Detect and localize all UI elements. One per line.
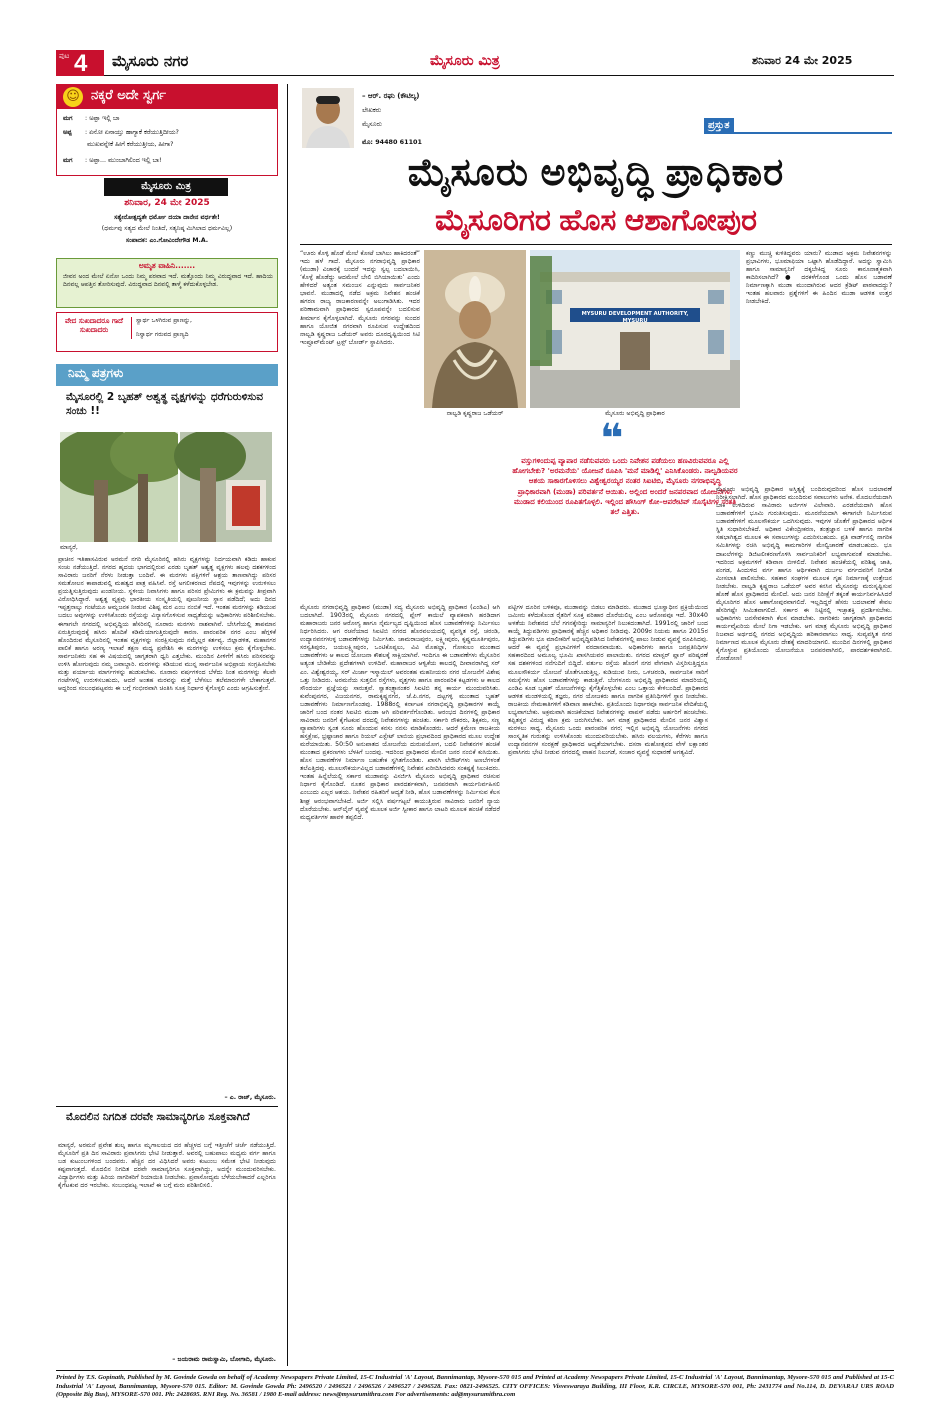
letter2-signature: – ಜಯರಾಮ ರಾಮಸ್ವಾಮಿ, ಬೋಗಾದಿ, ಮೈಸೂರು. bbox=[172, 1356, 276, 1363]
sanskrit-line: ಸತ್ಯೇನೋತ್ಪದ್ಯತೇ ಧರ್ಮೋ ದಯಾ ದಾನೇನ ವರ್ಧತೇ! bbox=[114, 214, 220, 221]
page-number: 4 bbox=[74, 50, 88, 77]
joke-line: ಮುಖವನ್ನೇಕೆ ಹೀಗೆ ಕರೆಯುತ್ತೀಯ, ಹೀಗಾ? bbox=[85, 141, 174, 148]
laughing-face-icon: ☺ bbox=[63, 87, 83, 107]
joke-header bbox=[57, 85, 277, 109]
amrita-box bbox=[56, 258, 278, 308]
paper-name: ಮೈಸೂರು ಮಿತ್ರ bbox=[430, 53, 500, 69]
author-name: – ಆರ್. ರಘು (ಕೌಟಿಲ್ಯ) bbox=[362, 92, 420, 100]
section-title: ಮೈಸೂರು ನಗರ bbox=[112, 52, 189, 70]
joke-title: ನಕ್ಕರೆ ಅದೇ ಸ್ವರ್ಗ bbox=[91, 88, 166, 103]
king-caption: ನಾಲ್ವಡಿ ಕೃಷ್ಣರಾಜ ಒಡೆಯರ್ bbox=[446, 410, 504, 417]
article-column-4-top: ಕಣ್ಣು ಮುಚ್ಚಿ ಕುಳಿತಿದ್ದವರು ಯಾರು? ಮುಡಾದ ಅಕ್ರಮ ನಿವೇಶನಗಳನ್ನು ಪ್ರಭಾವಿಗಳು, ಭೂಮಾಫಿಯಾ ಒಟ್ಟಾಗಿ ಹೊಡೆದಿದ್ದಾರೆ. ಅದನ್ನು ಸ್ವಾಮಿಸಿ ಹಾಗೂ ಸಾಮಾನ್ಯನಿಗೆ ದಕ್ಕಬೇಕಿದ್ದ ಸೂರು ಕಾನೂನಾತ್ಮಕವಾಗಿ ಕಾದಿರಿಸಲಾಗಿದೆ? ● ದರಕಳೆಗೊಂಡ ಒಂದು ಹೊಸ ಬಡಾವಣೆ ನಿರ್ಮಾಣಕ್ಕಾಗಿ ಮುಡಾ ಮುಂದಾಗಿರುವ ಆದರ ಕ್ರೆಡಿಟ್ ಪಾಠವಾದದ್ದು? ಇಂತಹ ಹಲವಾರು ಪ್ರಶ್ನೆಗಳಿಗೆ ಈ ಹಿಂದಿನ ಮುಡಾ ಆಡಳಿತ ಉತ್ತರ ನೀಡಬೇಕಿದೆ. bbox=[746, 250, 892, 306]
king-portrait bbox=[424, 250, 526, 408]
paper-logo: ಮೈಸೂರು ಮಿತ್ರ bbox=[104, 178, 228, 196]
author-city: ಮೈಸೂರು bbox=[362, 120, 382, 128]
editor-line: ಸಂಪಾದಕ: ಎಂ.ಗೋವಿಂದೇಗೌಡ M.A. bbox=[125, 237, 209, 244]
column-divider bbox=[287, 84, 288, 1366]
letter1-body: ಪ್ರಾಚೀನ ಇತಿಹಾಸವಿರುವ ಅರಮನೆ ನಗರಿ ಮೈಸೂರಿನಲ್ಲಿ ಹಸಿರು ವೃಕ್ಷಗಳನ್ನು ನಿರ್ದಯವಾಗಿ ಕಡಿದು ಹಾಕುವ ಸಂಚು ನಡೆಯುತ್ತಿದೆ. ನಗರದ ಹೃದಯ ಭಾಗದಲ್ಲಿರುವ ಎರಡು ಬೃಹತ್ ಅಶ್ವತ್ಥ ವೃಕ್ಷಗಳು ಹಲವು ದಶಕಗಳಿಂದ ಸಾವಿರಾರು ಜನರಿಗೆ ನೆರಳು ನೀಡುತ್ತಾ ಬಂದಿವೆ. ಈ ಮರಗಳು ಪಕ್ಷಿಗಳಿಗೆ ಆಶ್ರಯ ತಾಣವಾಗಿದ್ದು ಪರಿಸರ ಸಮತೋಲನ ಕಾಪಾಡುವಲ್ಲಿ ಮಹತ್ವದ ಪಾತ್ರ ವಹಿಸಿವೆ. ರಸ್ತೆ ಅಗಲೀಕರಣದ ನೆಪದಲ್ಲಿ ಇವುಗಳನ್ನು ಉರುಳಿಸಲು ಪ್ರಯತ್ನಿಸುತ್ತಿರುವುದು ಖಂಡನೀಯ. ಸ್ಥಳೀಯ ನಿವಾಸಿಗಳು ಹಾಗೂ ಪರಿಸರ ಪ್ರೇಮಿಗಳು ಈ ಕ್ರಮವನ್ನು ತೀವ್ರವಾಗಿ ವಿರೋಧಿಸಿದ್ದಾರೆ. ಅಶ್ವತ್ಥ ವೃಕ್ಷವು ಭಾರತೀಯ ಸಂಸ್ಕೃತಿಯಲ್ಲಿ ಪೂಜನೀಯ ಸ್ಥಾನ ಪಡೆದಿದೆ; ಅದು ದಿನದ ಇಪ್ಪತ್ತನಾಲ್ಕು ಗಂಟೆಯೂ ಆಮ್ಲಜನಕ ನೀಡುವ ವಿಶಿಷ್ಟ ಮರ ಎಂಬ ನಂಬಿಕೆ ಇದೆ. ಇಂತಹ ಮರಗಳನ್ನು ಕಡಿಯುವ ಬದಲು ಅವುಗಳನ್ನು ಉಳಿಸಿಕೊಂಡು ರಸ್ತೆಯನ್ನು ವಿನ್ಯಾಸಗೊಳಿಸುವ ಸಾಧ್ಯತೆಯನ್ನು ಅಧಿಕಾರಿಗಳು ಪರಿಶೀಲಿಸಬೇಕು. ಈಗಾಗಲೇ ನಗರದಲ್ಲಿ ಅಭಿವೃದ್ಧಿಯ ಹೆಸರಿನಲ್ಲಿ ನೂರಾರು ಮರಗಳು ನಾಶವಾಗಿವೆ. ಬೇಸಿಗೆಯಲ್ಲಿ ತಾಪಮಾನ ಏರುತ್ತಿರುವುದಕ್ಕೆ ಹಸಿರು ಹೊದಿಕೆ ಕಡಿಮೆಯಾಗುತ್ತಿರುವುದೇ ಕಾರಣ. ಪಾರಂಪರಿಕ ನಗರ ಎಂಬ ಹೆಗ್ಗಳಿಕೆ ಹೊಂದಿರುವ ಮೈಸೂರಿನಲ್ಲಿ ಇಂತಹ ವೃಕ್ಷಗಳನ್ನು ಸಂರಕ್ಷಿಸುವುದು ನಮ್ಮೆಲ್ಲರ ಕರ್ತವ್ಯ. ಜಿಲ್ಲಾಡಳಿತ, ಮಹಾನಗರ ಪಾಲಿಕೆ ಹಾಗೂ ಅರಣ್ಯ ಇಲಾಖೆ ತಕ್ಷಣ ಮಧ್ಯ ಪ್ರವೇಶಿಸಿ ಈ ಮರಗಳನ್ನು ಉಳಿಸಲು ಕ್ರಮ ಕೈಗೊಳ್ಳಬೇಕು. ಸಾರ್ವಜನಿಕರು ಸಹ ಈ ವಿಷಯದಲ್ಲಿ ಜಾಗೃತರಾಗಿ ಧ್ವನಿ ಎತ್ತಬೇಕು. ಮುಂದಿನ ಪೀಳಿಗೆಗೆ ಹಸಿರು ಪರಿಸರವನ್ನು ಉಳಿಸಿ ಹೋಗುವುದು ನಮ್ಮ ಜವಾಬ್ದಾರಿ. ಮರಗಳನ್ನು ಕಡಿಯುವ ಮುನ್ನ ಸಾರ್ವಜನಿಕ ಅಭಿಪ್ರಾಯ ಸಂಗ್ರಹಿಸಬೇಕು ಮತ್ತು ಪರ್ಯಾಯ ಮಾರ್ಗಗಳನ್ನು ಹುಡುಕಬೇಕು. ನೂರಾರು ವರ್ಷಗಳಿಂದ ಬೆಳೆದು ನಿಂತ ಮರಗಳನ್ನು ಕೆಲವೇ ಗಂಟೆಗಳಲ್ಲಿ ಉರುಳಿಸಬಹುದು, ಆದರೆ ಅಂತಹ ಮರವನ್ನು ಮತ್ತೆ ಬೆಳೆಸಲು ತಲೆಮಾರುಗಳೇ ಬೇಕಾಗುತ್ತವೆ. ಆದ್ದರಿಂದ ಸಂಬಂಧಪಟ್ಟವರು ಈ ಬಗ್ಗೆ ಗಂಭೀರವಾಗಿ ಚಿಂತಿಸಿ ಸೂಕ್ತ ನಿರ್ಧಾರ ಕೈಗೊಳ್ಳಲಿ ಎಂದು ಆಗ್ರಹಿಸುತ್ತೇನೆ. bbox=[58, 556, 276, 692]
building-sign: MYSURU DEVELOPMENT AUTHORITY, MYSURU bbox=[581, 311, 689, 324]
muda-building bbox=[530, 250, 740, 408]
joke-line: ಮಗ : ಅಪ್ಪಾ ಇಲ್ಲಿ ಬಾ bbox=[63, 115, 120, 122]
veda-title: ವೇದ ಸುಖದಾದರೂ ಗಾದೆ ಸುಖದಾದರು bbox=[65, 317, 123, 335]
joke-box bbox=[56, 84, 278, 176]
king-photo bbox=[424, 250, 526, 408]
sanskrit-meaning: (ಧರ್ಮವು ಸತ್ಯದ ಮೇಲೆ ನಿಂತಿದೆ, ಸತ್ಯನಿಷ್ಠ ಮಿಗಿಲಾದ ಧರ್ಮವಿಲ್ಲ) bbox=[101, 225, 233, 232]
kicker-rule bbox=[704, 132, 892, 134]
letter2-headline: ಮೊದಲಿನ ನಿಗದಿತ ದರವೇ ಸಾಮಾನ್ಯರಿಗೂ ಸೂಕ್ತವಾಗಿದೆ bbox=[56, 1106, 278, 1124]
letters-header bbox=[56, 364, 278, 386]
veda-line: ಸ್ವಾರ್ಥ ಒಳಗಿರುವ ಪ್ರಾಣನ್ನು, bbox=[136, 317, 192, 324]
tree-illustration bbox=[60, 432, 272, 542]
kicker-label: ಪ್ರಸ್ತುತ bbox=[704, 118, 734, 133]
letter2-body: ಮಾನ್ಯರೆ, ಅರಮನೆ ಪ್ರವೇಶ ಶುಲ್ಕ ಹಾಗೂ ಮೃಗಾಲಯದ ದರ ಹೆಚ್ಚಳದ ಬಗ್ಗೆ ಇತ್ತೀಚೆಗೆ ಚರ್ಚೆ ನಡೆಯುತ್ತಿದೆ. ಮೈಸೂರಿಗೆ ಪ್ರತಿ ದಿನ ಸಾವಿರಾರು ಪ್ರವಾಸಿಗರು ಭೇಟಿ ನೀಡುತ್ತಾರೆ. ಅವರಲ್ಲಿ ಬಹುಪಾಲು ಮಧ್ಯಮ ವರ್ಗ ಹಾಗೂ ಬಡ ಕುಟುಂಬಗಳಿಂದ ಬಂದವರು. ಹೆಚ್ಚಿನ ದರ ವಿಧಿಸಿದರೆ ಅವರು ಕುಟುಂಬ ಸಮೇತ ಭೇಟಿ ನೀಡುವುದು ಕಷ್ಟವಾಗುತ್ತದೆ. ಮೊದಲಿನ ನಿಗದಿತ ದರವೇ ಸಾಮಾನ್ಯರಿಗೂ ಸೂಕ್ತವಾಗಿದ್ದು, ಅದನ್ನೇ ಮುಂದುವರಿಸಬೇಕು. ವಿದ್ಯಾರ್ಥಿಗಳು ಮತ್ತು ಹಿರಿಯ ನಾಗರಿಕರಿಗೆ ರಿಯಾಯಿತಿ ನೀಡಬೇಕು. ಪ್ರವಾಸೋದ್ಯಮ ಬೆಳೆಯಬೇಕಾದರೆ ಎಲ್ಲರಿಗೂ ಕೈಗೆಟಕುವ ದರ ಇರಬೇಕು. ಸಂಬಂಧಪಟ್ಟ ಇಲಾಖೆ ಈ ಬಗ್ಗೆ ಮರು ಪರಿಶೀಲಿಸಲಿ. bbox=[58, 1142, 276, 1190]
day-line: ಶನಿವಾರ, 24 ಮೇ 2025 bbox=[124, 198, 210, 208]
headline: ಮೈಸೂರು ಅಭಿವೃದ್ಧಿ ಪ್ರಾಧಿಕಾರ bbox=[407, 152, 785, 194]
subheadline: ಮೈಸೂರಿಗರ ಹೊಸ ಆಶಾಗೋಪುರ bbox=[435, 204, 757, 237]
veda-line: ನಿಸ್ವಾರ್ಥ ಗರುವದ ಪ್ರಾಣ್ಯದಿ bbox=[136, 330, 189, 338]
headline-rule bbox=[300, 244, 892, 245]
article-column-3: ಮೈಸೂರು ಅಭಿವೃದ್ಧಿ ಪ್ರಾಧಿಕಾರ ಅಸ್ತಿತ್ವಕ್ಕೆ ಬಂದಿರುವುದರಿಂದ ಹೊಸ ಬದಲಾವಣೆ ನಿರೀಕ್ಷಿಸಲಾಗಿದೆ. ಹೊಸ ಪ್ರಾಧಿಕಾರದ ಮುಂದಿರುವ ಸವಾಲುಗಳು ಅನೇಕ. ಮೊದಲನೆಯದಾಗಿ ಬಾಕಿ ಉಳಿದಿರುವ ಸಾವಿರಾರು ಅರ್ಜಿಗಳ ವಿಲೇವಾರಿ. ಎರಡನೆಯದಾಗಿ ಹೊಸ ಬಡಾವಣೆಗಳಿಗೆ ಭೂಮಿ ಗುರುತಿಸುವುದು. ಮೂರನೆಯದಾಗಿ ಈಗಾಗಲೇ ನಿರ್ಮಿಸಿರುವ ಬಡಾವಣೆಗಳಿಗೆ ಮೂಲಸೌಕರ್ಯ ಒದಗಿಸುವುದು. ಇವುಗಳ ಜೊತೆಗೆ ಪ್ರಾಧಿಕಾರದ ಆರ್ಥಿಕ ಸ್ಥಿತಿ ಸುಧಾರಿಸಬೇಕಿದೆ. ಅಧಿಕಾರ ವಿಕೇಂದ್ರೀಕರಣ, ತಂತ್ರಜ್ಞಾನ ಬಳಕೆ ಹಾಗೂ ನಾಗರಿಕ ಸಹಭಾಗಿತ್ವದ ಮೂಲಕ ಈ ಸವಾಲುಗಳನ್ನು ಎದುರಿಸಬಹುದು. ಪ್ರತಿ ವಾರ್ಡ್‌ನಲ್ಲಿ ನಾಗರಿಕ ಸಮಿತಿಗಳನ್ನು ರಚಿಸಿ ಅಭಿವೃದ್ಧಿ ಕಾಮಗಾರಿಗಳ ಮೇಲ್ವಿಚಾರಣೆ ಮಾಡಬಹುದು. ಭೂ ದಾಖಲೆಗಳನ್ನು ಡಿಜಿಟಲೀಕರಣಗೊಳಿಸಿ ಸಾರ್ವಜನಿಕರಿಗೆ ಲಭ್ಯವಾಗುವಂತೆ ಮಾಡಬೇಕು. ಇದರಿಂದ ಅಕ್ರಮಗಳಿಗೆ ಕಡಿವಾಣ ಬೀಳಲಿದೆ. ನಿವೇಶನ ಹಂಚಿಕೆಯಲ್ಲಿ ಪರಿಶಿಷ್ಟ ಜಾತಿ, ಪಂಗಡ, ಹಿಂದುಳಿದ ವರ್ಗ ಹಾಗೂ ಆರ್ಥಿಕವಾಗಿ ದುರ್ಬಲ ವರ್ಗದವರಿಗೆ ನಿಗದಿತ ಮೀಸಲಾತಿ ಪಾಲಿಸಬೇಕು. ಸಹಕಾರ ಸಂಘಗಳ ಮೂಲಕ ಗೃಹ ನಿರ್ಮಾಣಕ್ಕೆ ಉತ್ತೇಜನ ನೀಡಬೇಕು. ನಾಲ್ವಡಿ ಕೃಷ್ಣರಾಜ ಒಡೆಯರ್ ಅವರ ಕನಸಿನ ಮೈಸೂರನ್ನು ಮರುಸೃಷ್ಟಿಸುವ ಹೊಣೆ ಹೊಸ ಪ್ರಾಧಿಕಾರದ ಮೇಲಿದೆ. ಅದು ಜನರ ನಿರೀಕ್ಷೆಗೆ ತಕ್ಕಂತೆ ಕಾರ್ಯನಿರ್ವಹಿಸಿದರೆ ಮೈಸೂರಿಗರ ಹೊಸ ಆಶಾಗೋಪುರವಾಗಲಿದೆ. ಇಲ್ಲದಿದ್ದರೆ ಹೆಸರು ಬದಲಾವಣೆ ಕೇವಲ ಹೆಸರಿಗಷ್ಟೇ ಸೀಮಿತವಾಗಲಿದೆ. ಸರ್ಕಾರ ಈ ನಿಟ್ಟಿನಲ್ಲಿ ಇಚ್ಛಾಶಕ್ತಿ ಪ್ರದರ್ಶಿಸಬೇಕು. ಅಧಿಕಾರಿಗಳು ಜನಸೇವಕರಾಗಿ ಕೆಲಸ ಮಾಡಬೇಕು. ನಾಗರಿಕರು ಜಾಗೃತರಾಗಿ ಪ್ರಾಧಿಕಾರದ ಕಾರ್ಯವೈಖರಿಯ ಮೇಲೆ ನಿಗಾ ಇಡಬೇಕು. ಆಗ ಮಾತ್ರ ಮೈಸೂರು ಅಭಿವೃದ್ಧಿ ಪ್ರಾಧಿಕಾರ ನಿಜವಾದ ಅರ್ಥದಲ್ಲಿ ನಗರದ ಅಭಿವೃದ್ಧಿಯ ಹರಿಕಾರವಾಗಲು ಸಾಧ್ಯ. ಸುವ್ಯವಸ್ಥಿತ ನಗರ ನಿರ್ಮಾಣದ ಮೂಲಕ ಮೈಸೂರು ದೇಶಕ್ಕೆ ಮಾದರಿಯಾಗಲಿ. ಮುಂದಿನ ದಿನಗಳಲ್ಲಿ ಪ್ರಾಧಿಕಾರ ಕೈಗೊಳ್ಳುವ ಪ್ರತಿಯೊಂದು ಯೋಜನೆಯೂ ಜನಪರವಾಗಿರಲಿ, ಪಾರದರ್ಶಕವಾಗಿರಲಿ. ನೋಡೋಣ! bbox=[716, 486, 892, 663]
article-column-1-top: “ಊರು ಕೊಳ್ಳಿ ಹೊಡೆ ಮೇಲೆ ಕೋಟೆ ಬಾಗಿಲು ಹಾಕಿದರಂತೆ” ಇದು ಹಳೆ ಗಾದೆ. ಮೈಸೂರು ನಗರಾಭಿವೃದ್ಧಿ ಪ್ರಾಧಿಕಾರ (ಮುಡಾ) ವಿಚಾರಕ್ಕೆ ಬಂದರೆ ಇದನ್ನು ಸ್ವಲ್ಪ ಬದಲಾಯಿಸಿ, ‘ಕೊಳ್ಳೆ ಹೊಡೆದ್ದು ಆದಮೇಲೆ ಬೇಲಿ ಬಿಗಿಯಾಯಿತು’ ಎಂದು ಹೇಳಿದರೆ ಅತ್ಯಂತ ಸಮಂಜಸ ಎನ್ನುವುದು ಸಾರ್ವಜನಿಕರ ಭಾವನೆ. ಮುಡಾದಲ್ಲಿ ನಡೆದ ಅಕ್ರಮ ನಿವೇಶನ ಹಂಚಿಕೆ ಹಗರಣ ರಾಜ್ಯ ರಾಜಕಾರಣವನ್ನೇ ಅಲುಗಾಡಿಸಿತು. ಇದರ ಪರಿಣಾಮವಾಗಿ ಪ್ರಾಧಿಕಾರದ ಸ್ವರೂಪವನ್ನೇ ಬದಲಿಸುವ ತೀರ್ಮಾನ ಕೈಗೊಳ್ಳಲಾಗಿದೆ. ಮೈಸೂರು ನಗರವನ್ನು ಸುಂದರ ಹಾಗೂ ಯೋಜಿತ ನಗರವಾಗಿ ರೂಪಿಸುವ ಉದ್ದೇಶದಿಂದ ನಾಲ್ವಡಿ ಕೃಷ್ಣರಾಜ ಒಡೆಯರ್ ಅವರು ದೂರದೃಷ್ಟಿಯಿಂದ ಸಿಟಿ ಇಂಪ್ರೂವ್‌ಮೆಂಟ್ ಟ್ರಸ್ಟ್ ಬೋರ್ಡ್ ಸ್ಥಾಪಿಸಿದರು. bbox=[300, 250, 420, 346]
pull-quote: ವಸ್ತುಗಳಿಂದುಪ್ಪ ವ್ಯಾಪಾರ ನಡೆಸುವವರು ಒಂದು ನಿವೇಶನ ಪಡೆಯಲು ಹಣವಿರುವವರೂ ಎಲ್ಲಿ ಹೋಗಬೇಕು? 'ಅರಮನೆಯ' ಯೋಜನೆ ರೂಪಿಸಿ 'ಮನೆ ಮಾಡಿಲ್ಲಿ' ಎನಿಸಿಕೊಂಡರು. ನಾಲ್ವಡಿಯವರ ಆಶಯ ಸಾಕಾರಗೊಳಿಸಲು ವಿಶ್ವೇಶ್ವರಯ್ಯರ ನಂತರ ಸಿಐಟಿಬಿ, ಮೈಸೂರು ನಗರಾಭಿವೃದ್ಧಿ ಪ್ರಾಧಿಕಾರವಾಗಿ (ಮುಡಾ) ಪರಿವರ್ತನೆ ಆಯಿತು. ಅಲ್ಲಿಂದ ಅಂದರೆ ಜನಪರವಾದ ಯೋಜನೆಗಳು ಮುಡಾದ ಕಲಿಯುಂದ ರೂಪಿತಗೊಳ್ಳಲಿ. ಇಲ್ಲಿಂದ ಹೌಸಿಂಗ್ ಕೋ–ಆಪರೇಟಿವ್ ಸೊಸೈಟಿಗಳ ಸಂತತಿ ತಲೆ ಎತ್ತಿತು. bbox=[512, 456, 738, 517]
article-column-2: ಪಟ್ಟಿಗಳ ದೂರಿನ ಬಳಿಕವೂ, ಮುಡಾವನ್ನು ಬಿಡಲು ಮಾಡಿದರು. ಮುಡಾದ ಭೂಸ್ವಾಧೀನ ಪ್ರಕ್ರಿಯೆಯಿಂದ ಜಮೀನು ಕಳೆದುಕೊಂಡ ರೈತರಿಗೆ ಸೂಕ್ತ ಪರಿಹಾರ ದೊರೆಯಲಿಲ್ಲ ಎಂಬ ಆರೋಪವೂ ಇದೆ. 30x40 ಅಳತೆಯ ನಿವೇಶನದ ಬೆಲೆ ಗಗನಕ್ಕೇರಿದ್ದು ಸಾಮಾನ್ಯರಿಗೆ ನಿಲುಕದಂತಾಗಿದೆ. 1991ರಲ್ಲಿ ಜಾರಿಗೆ ಬಂದ ಕಾಯ್ದೆ ತಿದ್ದುಪಡಿಗಳು ಪ್ರಾಧಿಕಾರಕ್ಕೆ ಹೆಚ್ಚಿನ ಅಧಿಕಾರ ನೀಡಿದವು. 2009ರ ನಿಯಮ ಹಾಗೂ 2015ರ ತಿದ್ದುಪಡಿಗಳು ಭೂ ಮಾಲೀಕರಿಗೆ ಅಭಿವೃದ್ಧಿಪಡಿಸಿದ ನಿವೇಶನಗಳಲ್ಲಿ ಪಾಲು ನೀಡುವ ವ್ಯವಸ್ಥೆ ರೂಪಿಸಿದವು. ಆದರೆ ಈ ವ್ಯವಸ್ಥೆ ಪ್ರಭಾವಿಗಳಿಗೆ ವರದಾನವಾಯಿತು. ಅಧಿಕಾರಿಗಳು ಹಾಗೂ ಜನಪ್ರತಿನಿಧಿಗಳ ಸಹಕಾರದಿಂದ ಅಮೂಲ್ಯ ಭೂಮಿ ಖಾಸಗಿಯವರ ಪಾಲಾಯಿತು. ನಗರದ ಮಾಸ್ಟರ್ ಪ್ಲಾನ್ ಪರಿಷ್ಕರಣೆ ಸಹ ದಶಕಗಳಿಂದ ನನೆಗುದಿಗೆ ಬಿದ್ದಿದೆ. ವರ್ತುಲ ರಸ್ತೆಯ ಹೊರಗೆ ನಗರ ವೇಗವಾಗಿ ವಿಸ್ತರಿಸುತ್ತಿದ್ದರೂ ಮೂಲಸೌಕರ್ಯ ಯೋಜನೆ ಜೊತೆಗೂಡುತ್ತಿಲ್ಲ. ಕುಡಿಯುವ ನೀರು, ಒಳಚರಂಡಿ, ಸಾರ್ವಜನಿಕ ಸಾರಿಗೆ ಸಮಸ್ಯೆಗಳು ಹೊಸ ಬಡಾವಣೆಗಳನ್ನು ಕಾಡುತ್ತಿವೆ. ಬೆಂಗಳೂರು ಅಭಿವೃದ್ಧಿ ಪ್ರಾಧಿಕಾರದ ಮಾದರಿಯಲ್ಲಿ ಎಂಡಿಎ ಕೂಡ ಬೃಹತ್ ಯೋಜನೆಗಳನ್ನು ಕೈಗೆತ್ತಿಕೊಳ್ಳಬೇಕು ಎಂಬ ಒತ್ತಾಯ ಕೇಳಿಬಂದಿದೆ. ಪ್ರಾಧಿಕಾರದ ಆಡಳಿತ ಮಂಡಳಿಯಲ್ಲಿ ತಜ್ಞರು, ನಗರ ಯೋಜಕರು ಹಾಗೂ ನಾಗರಿಕ ಪ್ರತಿನಿಧಿಗಳಿಗೆ ಸ್ಥಾನ ನೀಡಬೇಕು. ರಾಜಕೀಯ ನೇಮಕಾತಿಗಳಿಗೆ ಕಡಿವಾಣ ಹಾಕಬೇಕು. ಪ್ರತಿಯೊಂದು ನಿರ್ಧಾರವೂ ಸಾರ್ವಜನಿಕ ವೇದಿಕೆಯಲ್ಲಿ ಲಭ್ಯವಾಗಬೇಕು. ಅಕ್ರಮವಾಗಿ ಹಂಚಿಕೆಯಾದ ನಿವೇಶನಗಳನ್ನು ವಾಪಸ್ ಪಡೆದು ಅರ್ಹರಿಗೆ ಹಂಚಬೇಕು. ತಪ್ಪಿತಸ್ಥರ ವಿರುದ್ಧ ಕಠಿಣ ಕ್ರಮ ಜರುಗಿಸಬೇಕು. ಆಗ ಮಾತ್ರ ಪ್ರಾಧಿಕಾರದ ಮೇಲಿನ ಜನರ ವಿಶ್ವಾಸ ಮರಳಲು ಸಾಧ್ಯ. ಮೈಸೂರು ಒಂದು ಪಾರಂಪರಿಕ ನಗರ; ಇಲ್ಲಿನ ಅಭಿವೃದ್ಧಿ ಯೋಜನೆಗಳು ನಗರದ ಸಾಂಸ್ಕೃತಿಕ ಗುರುತನ್ನು ಉಳಿಸಿಕೊಂಡು ಮುಂದುವರಿಯಬೇಕು. ಹಸಿರು ವಲಯಗಳು, ಕೆರೆಗಳು ಹಾಗೂ ಉದ್ಯಾನವನಗಳ ಸಂರಕ್ಷಣೆ ಪ್ರಾಧಿಕಾರದ ಆದ್ಯತೆಯಾಗಬೇಕು. ದಸರಾ ಮಹೋತ್ಸವದ ವೇಳೆ ಲಕ್ಷಾಂತರ ಪ್ರವಾಸಿಗರು ಭೇಟಿ ನೀಡುವ ನಗರದಲ್ಲಿ ವಾಹನ ನಿಲುಗಡೆ, ಸಂಚಾರ ವ್ಯವಸ್ಥೆ ಸುಧಾರಣೆ ಅಗತ್ಯವಿದೆ. bbox=[508, 604, 708, 757]
veda-box bbox=[56, 312, 278, 352]
muda-caption: ಮೈಸೂರು ಅಭಿವೃದ್ಧಿ ಪ್ರಾಧಿಕಾರ bbox=[605, 410, 665, 417]
quote-icon: ❝ bbox=[600, 416, 624, 462]
amrita-title: ಅಮೃತ ವಾಹಿನಿ....... bbox=[138, 261, 196, 270]
joke-line: ಅಪ್ಪ : ಏನೋ ಏನಾಯ್ತು ಹಾಗ್ಯಾಕೆ ಕರೆಯುತ್ತಿದೀಯ? bbox=[63, 129, 179, 136]
author-portrait bbox=[302, 88, 354, 148]
footer-rule bbox=[56, 1370, 894, 1371]
letter1-signature: – ಎ. ರಾಜ್, ಮೈಸೂರು. bbox=[224, 1094, 276, 1101]
letter1-headline: ಮೈಸೂರಲ್ಲಿ 2 ಬೃಹತ್ ಅಶ್ವತ್ಥ ವೃಕ್ಷಗಳನ್ನು ಧರೆಗುರುಳಿಸುವ ಸಂಚು !! bbox=[66, 391, 263, 418]
author-phone: ಮೊ: 94480 61101 bbox=[362, 138, 422, 146]
veda-text bbox=[131, 317, 275, 339]
muda-building-photo bbox=[530, 250, 740, 408]
page-label: ಪುಟ bbox=[59, 52, 70, 60]
author-role: ಲೇಖಕರು bbox=[362, 106, 382, 114]
letters-title: ನಿಮ್ಮ ಪತ್ರಗಳು bbox=[68, 366, 124, 380]
issue-date: ಶನಿವಾರ 24 ಮೇ 2025 bbox=[752, 54, 853, 67]
author-photo bbox=[302, 88, 354, 148]
letter1-salutation: ಮಾನ್ಯರೆ, bbox=[60, 544, 78, 551]
amrita-text: ಜೀವನ ಅಂದ ಮೇಲೆ ಏನೋ ಒಂದು ನಿಮ್ಮ ಪರವಾದ ಇದೆ. ಮತ್ತೊಂದು ನಿಮ್ಮ ವಿರುದ್ಧವಾದ ಇದೆ. ಹಾದಿಯ ದಿನವಲ್ಲ ಆಪತ್ತಿನ ತೋರಿಸುವುದೆ. ವಿರುದ್ಧವಾದ ದಿನವಲ್ಲಿ ತಾಳ್ಮೆ ಕಳೆದುಕೊಳ್ಳಬೇಡ. bbox=[63, 273, 273, 288]
tree-photo bbox=[60, 432, 272, 542]
page-number-box bbox=[56, 50, 104, 76]
imprint-footer: Printed by T.S. Gopinath, Published by M. Govinde Gowda on behalf of Academy Newspapers Private Limited, 15-C Industrial 'A' Layout, Bannimantap, Mysore-570 015 and Printed at Academy Newspapers Private Limited, 15-C Industrial 'A' Layout, Bannimantap, Mysore-570 015 and Published at 15-C Industrial 'A' Layout, Bannimantap, Mysore-570 015. Editor: M. Govinde Gowda Ph: 2496520 / 2496521 / 2496526 / 2496527 / 2496528. Fax: 0821-2496525. CITY OFFICES: Visveswaraya Building, III Floor, K.R. CIRCLE, MYSORE-570 001, Ph: 2431774 and No.114, D. DEVARAJ URS ROAD (Opposite Big Bus), MYSORE-570 001. Ph: 2428695. RNI Reg. No. 36581 / 1980 E-mail address: news@mysurumithra.com For advertisements: ad@mysurumithra.com bbox=[56, 1374, 894, 1399]
article-column-1-bottom: ಮೈಸೂರು ನಗರಾಭಿವೃದ್ಧಿ ಪ್ರಾಧಿಕಾರ (ಮುಡಾ) ಸದ್ಯ ಮೈಸೂರು ಅಭಿವೃದ್ಧಿ ಪ್ರಾಧಿಕಾರ (ಎಂಡಿಎ) ಆಗಿ ಬದಲಾಗಿದೆ. 1903ರಲ್ಲಿ ಮೈಸೂರು ನಗರದಲ್ಲಿ ಪ್ಲೇಗ್ ಕಾಯಿಲೆ ವ್ಯಾಪಕವಾಗಿ ಹರಡಿದಾಗ ಮಹಾರಾಜರು ಜನರ ಆರೋಗ್ಯ ಹಾಗೂ ನೈರ್ಮಲ್ಯದ ದೃಷ್ಟಿಯಿಂದ ಹೊಸ ಬಡಾವಣೆಗಳನ್ನು ನಿರ್ಮಿಸಲು ನಿರ್ಧರಿಸಿದರು. ಆಗ ರಚನೆಯಾದ ಸಿಐಟಿಬಿ ನಗರದ ಹೊರವಲಯದಲ್ಲಿ ವ್ಯವಸ್ಥಿತ ರಸ್ತೆ, ಚರಂಡಿ, ಉದ್ಯಾನವನಗಳುಳ್ಳ ಬಡಾವಣೆಗಳನ್ನು ನಿರ್ಮಿಸಿತು. ಚಾಮರಾಜಪುರಂ, ಲಕ್ಷ್ಮೀಪುರಂ, ಕೃಷ್ಣಮೂರ್ತಿಪುರಂ, ಸರಸ್ವತಿಪುರಂ, ಜಯಲಕ್ಷ್ಮೀಪುರಂ, ಒಂಟಿಕೊಪ್ಪಲು, ವಿವಿ ಮೊಹಲ್ಲಾ, ಗೋಕುಲಂ ಮುಂತಾದ ಬಡಾವಣೆಗಳು ಆ ಕಾಲದ ಯೋಜನಾ ಕೌಶಲಕ್ಕೆ ಸಾಕ್ಷಿಯಾಗಿವೆ. ಇಂದಿಗೂ ಈ ಬಡಾವಣೆಗಳು ಮೈಸೂರಿನ ಅತ್ಯಂತ ಬೇಡಿಕೆಯ ಪ್ರದೇಶಗಳಾಗಿ ಉಳಿದಿವೆ. ಮಹಾರಾಜರ ಆಳ್ವಿಕೆಯ ಕಾಲದಲ್ಲಿ ದೀವಾನರಾಗಿದ್ದ ಸರ್ ಎಂ. ವಿಶ್ವೇಶ್ವರಯ್ಯ, ಸರ್ ಮಿರ್ಜಾ ಇಸ್ಮಾಯಿಲ್ ಅವರಂತಹ ಮಹನೀಯರು ನಗರ ಯೋಜನೆಗೆ ವಿಶೇಷ ಒತ್ತು ನೀಡಿದರು. ಅರಮನೆಯ ಸುತ್ತಲಿನ ರಸ್ತೆಗಳು, ವೃತ್ತಗಳು ಹಾಗೂ ಪಾರಂಪರಿಕ ಕಟ್ಟಡಗಳು ಆ ಕಾಲದ ಸೌಂದರ್ಯ ಪ್ರಜ್ಞೆಯನ್ನು ಸಾರುತ್ತವೆ. ಸ್ವಾತಂತ್ರ್ಯಾನಂತರ ಸಿಐಟಿಬಿ ತನ್ನ ಕಾರ್ಯ ಮುಂದುವರಿಸಿತು. ಕುವೆಂಪುನಗರ, ವಿಜಯನಗರ, ರಾಮಕೃಷ್ಣನಗರ, ಜೆ.ಪಿ.ನಗರ, ದಟ್ಟಗಳ್ಳಿ ಮುಂತಾದ ಬೃಹತ್ ಬಡಾವಣೆಗಳು ನಿರ್ಮಾಣಗೊಂಡವು. 1988ರಲ್ಲಿ ಕರ್ನಾಟಕ ನಗರಾಭಿವೃದ್ಧಿ ಪ್ರಾಧಿಕಾರಗಳ ಕಾಯ್ದೆ ಜಾರಿಗೆ ಬಂದ ನಂತರ ಸಿಐಟಿಬಿ ಮುಡಾ ಆಗಿ ಪರಿವರ್ತನೆಗೊಂಡಿತು. ಆರಂಭದ ದಿನಗಳಲ್ಲಿ ಪ್ರಾಧಿಕಾರ ಸಾವಿರಾರು ಜನರಿಗೆ ಕೈಗೆಟಕುವ ದರದಲ್ಲಿ ನಿವೇಶನಗಳನ್ನು ಹಂಚಿತು. ಸರ್ಕಾರಿ ನೌಕರರು, ಶಿಕ್ಷಕರು, ಸಣ್ಣ ವ್ಯಾಪಾರಿಗಳು ಸ್ವಂತ ಸೂರು ಹೊಂದುವ ಕನಸು ನನಸು ಮಾಡಿಕೊಂಡರು. ಆದರೆ ಕ್ರಮೇಣ ರಾಜಕೀಯ ಹಸ್ತಕ್ಷೇಪ, ಭ್ರಷ್ಟಾಚಾರ ಹಾಗೂ ರಿಯಲ್ ಎಸ್ಟೇಟ್ ಲಾಬಿಯ ಪ್ರಭಾವದಿಂದ ಪ್ರಾಧಿಕಾರದ ಮೂಲ ಉದ್ದೇಶ ಮರೆಯಾಯಿತು. 50:50 ಅನುಪಾತದ ಯೋಜನೆಯ ದುರುಪಯೋಗ, ಬದಲಿ ನಿವೇಶನಗಳ ಹಂಚಿಕೆ ಮುಂತಾದ ಪ್ರಕರಣಗಳು ಬೆಳಕಿಗೆ ಬಂದವು. ಇದರಿಂದ ಪ್ರಾಧಿಕಾರದ ಮೇಲಿನ ಜನರ ನಂಬಿಕೆ ಕುಸಿಯಿತು. ಹೊಸ ಬಡಾವಣೆಗಳ ನಿರ್ಮಾಣ ಬಹುತೇಕ ಸ್ಥಗಿತಗೊಂಡಿತು. ಖಾಸಗಿ ಲೇಔಟ್‌ಗಳು ಅಣಬೆಗಳಂತೆ ತಲೆಎತ್ತಿದವು. ಮೂಲಸೌಕರ್ಯವಿಲ್ಲದ ಬಡಾವಣೆಗಳಲ್ಲಿ ನಿವೇಶನ ಖರೀದಿಸಿದವರು ಸಂಕಷ್ಟಕ್ಕೆ ಸಿಲುಕಿದರು. ಇಂತಹ ಹಿನ್ನೆಲೆಯಲ್ಲಿ ಸರ್ಕಾರ ಮುಡಾವನ್ನು ವಿಸರ್ಜಿಸಿ ಮೈಸೂರು ಅಭಿವೃದ್ಧಿ ಪ್ರಾಧಿಕಾರ ರಚಿಸುವ ನಿರ್ಧಾರ ಕೈಗೊಂಡಿದೆ. ನೂತನ ಪ್ರಾಧಿಕಾರ ಪಾರದರ್ಶಕವಾಗಿ, ಜನಪರವಾಗಿ ಕಾರ್ಯನಿರ್ವಹಿಸಲಿ ಎಂಬುದು ಎಲ್ಲರ ಆಶಯ. ನಿವೇಶನ ರಹಿತರಿಗೆ ಆದ್ಯತೆ ನೀಡಿ, ಹೊಸ ಬಡಾವಣೆಗಳನ್ನು ನಿರ್ಮಿಸುವ ಕೆಲಸ ಶೀಘ್ರ ಆರಂಭವಾಗಬೇಕಿದೆ. ಅರ್ಜಿ ಸಲ್ಲಿಸಿ ವರ್ಷಗಟ್ಟಲೆ ಕಾಯುತ್ತಿರುವ ಸಾವಿರಾರು ಜನರಿಗೆ ನ್ಯಾಯ ದೊರೆಯಬೇಕು. ಆನ್‌ಲೈನ್ ವ್ಯವಸ್ಥೆ ಮೂಲಕ ಅರ್ಜಿ ಸ್ವೀಕಾರ ಹಾಗೂ ಲಾಟರಿ ಮೂಲಕ ಹಂಚಿಕೆ ನಡೆದರೆ ಮಧ್ಯವರ್ತಿಗಳ ಹಾವಳಿ ತಪ್ಪಲಿದೆ. bbox=[300, 604, 500, 821]
joke-line: ಮಗ : ಅಪ್ಪಾ... ಮುಂಬಾಗಿಲಿಂದ ಇಲ್ಲಿ ಬಾ! bbox=[63, 157, 162, 164]
